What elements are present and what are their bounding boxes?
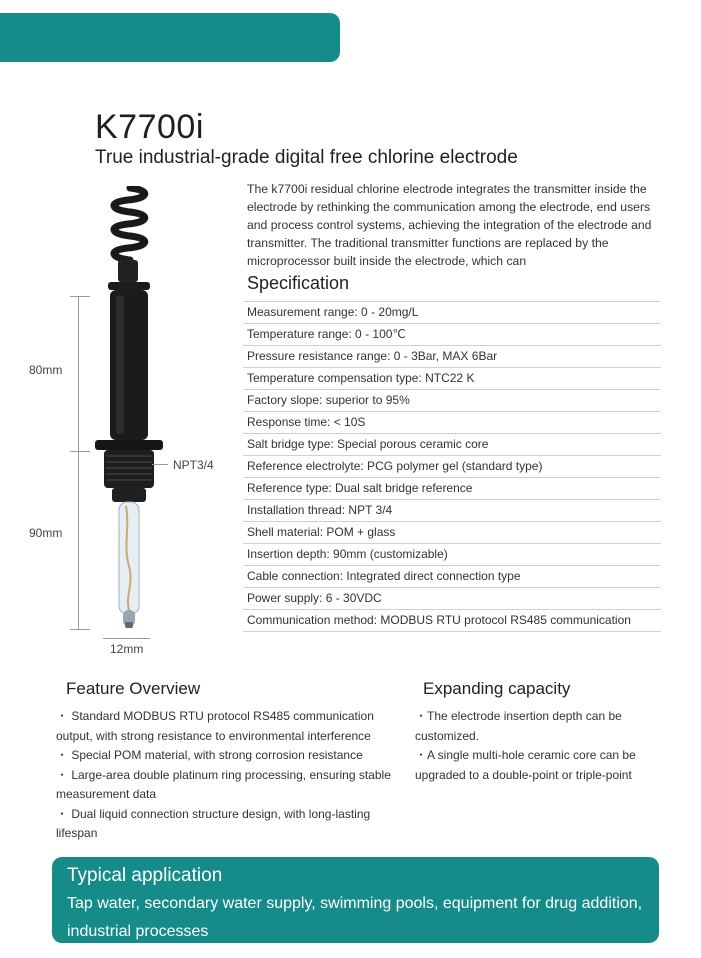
electrode-illustration xyxy=(90,186,170,636)
spec-row: Pressure resistance range: 0 - 3Bar, MAX 6Bar xyxy=(243,346,661,368)
thread-leader-line xyxy=(152,464,168,465)
expanding-item: ・The electrode insertion depth can be customized. xyxy=(415,709,622,743)
spec-row: Shell material: POM + glass xyxy=(243,522,661,544)
expanding-list xyxy=(415,707,665,785)
dimension-tick-top xyxy=(70,296,90,297)
spec-row: Insertion depth: 90mm (customizable) xyxy=(243,544,661,566)
application-title: Typical application xyxy=(67,865,223,886)
spec-row: Measurement range: 0 - 20mg/L xyxy=(243,302,661,324)
dimension-line-bottom xyxy=(103,638,150,639)
dimension-upper-label: 80mm xyxy=(29,363,63,377)
product-subtitle: True industrial-grade digital free chlorine electrode xyxy=(95,147,518,168)
dimension-line-vertical xyxy=(78,296,79,629)
feature-item: ・ Dual liquid connection structure design, with long-lasting lifespan xyxy=(56,806,371,840)
spec-row: Reference type: Dual salt bridge reference xyxy=(243,478,661,500)
spec-row: Installation thread: NPT 3/4 xyxy=(243,500,661,522)
dimension-tick-bottom xyxy=(70,629,90,630)
feature-item: ・ Standard MODBUS RTU protocol RS485 communication output, with strong resistance to environmental interference xyxy=(56,709,374,743)
feature-item: ・ Large-area double platinum ring processing, ensuring stable measurement data xyxy=(56,767,391,801)
spec-row: Salt bridge type: Special porous ceramic core xyxy=(243,434,661,456)
header-accent-bar xyxy=(0,13,340,62)
spec-row: Temperature compensation type: NTC22 K xyxy=(243,368,661,390)
dimension-thread-label: NPT3/4 xyxy=(173,458,214,472)
typical-application-box xyxy=(52,857,659,943)
feature-item: ・ Special POM material, with strong corrosion resistance xyxy=(56,748,363,762)
application-text: Tap water, secondary water supply, swimming pools, equipment for drug addition, industrial processes xyxy=(67,895,643,940)
spec-row: Communication method: MODBUS RTU protocol RS485 communication xyxy=(243,610,661,632)
dimension-tick-middle xyxy=(70,451,90,452)
dimension-width-label: 12mm xyxy=(110,642,144,656)
spec-row: Temperature range: 0 - 100℃ xyxy=(243,324,661,346)
spec-row: Response time: < 10S xyxy=(243,412,661,434)
feature-overview-title: Feature Overview xyxy=(66,679,201,698)
spec-row: Cable connection: Integrated direct connection type xyxy=(243,566,661,588)
specification-title: Specification xyxy=(247,273,350,293)
product-title: K7700i xyxy=(95,108,204,146)
feature-list xyxy=(56,707,396,844)
specification-table xyxy=(243,301,661,632)
spec-row: Factory slope: superior to 95% xyxy=(243,390,661,412)
spec-row: Power supply: 6 - 30VDC xyxy=(243,588,661,610)
expanding-item: ・A single multi-hole ceramic core can be upgraded to a double-point or triple-point xyxy=(415,748,636,782)
dimension-lower-label: 90mm xyxy=(29,526,63,540)
expanding-capacity-title: Expanding capacity xyxy=(423,679,571,698)
intro-paragraph: The k7700i residual chlorine electrode integrates the transmitter inside the electrode by rethinking the communication among the electrode, end users and process control systems, achieving the integration of the electrode and transmitter. The traditional transmitter functions are replaced by the microprocessor built inside the electrode, which can xyxy=(247,182,652,268)
spec-row: Reference electrolyte: PCG polymer gel (standard type) xyxy=(243,456,661,478)
